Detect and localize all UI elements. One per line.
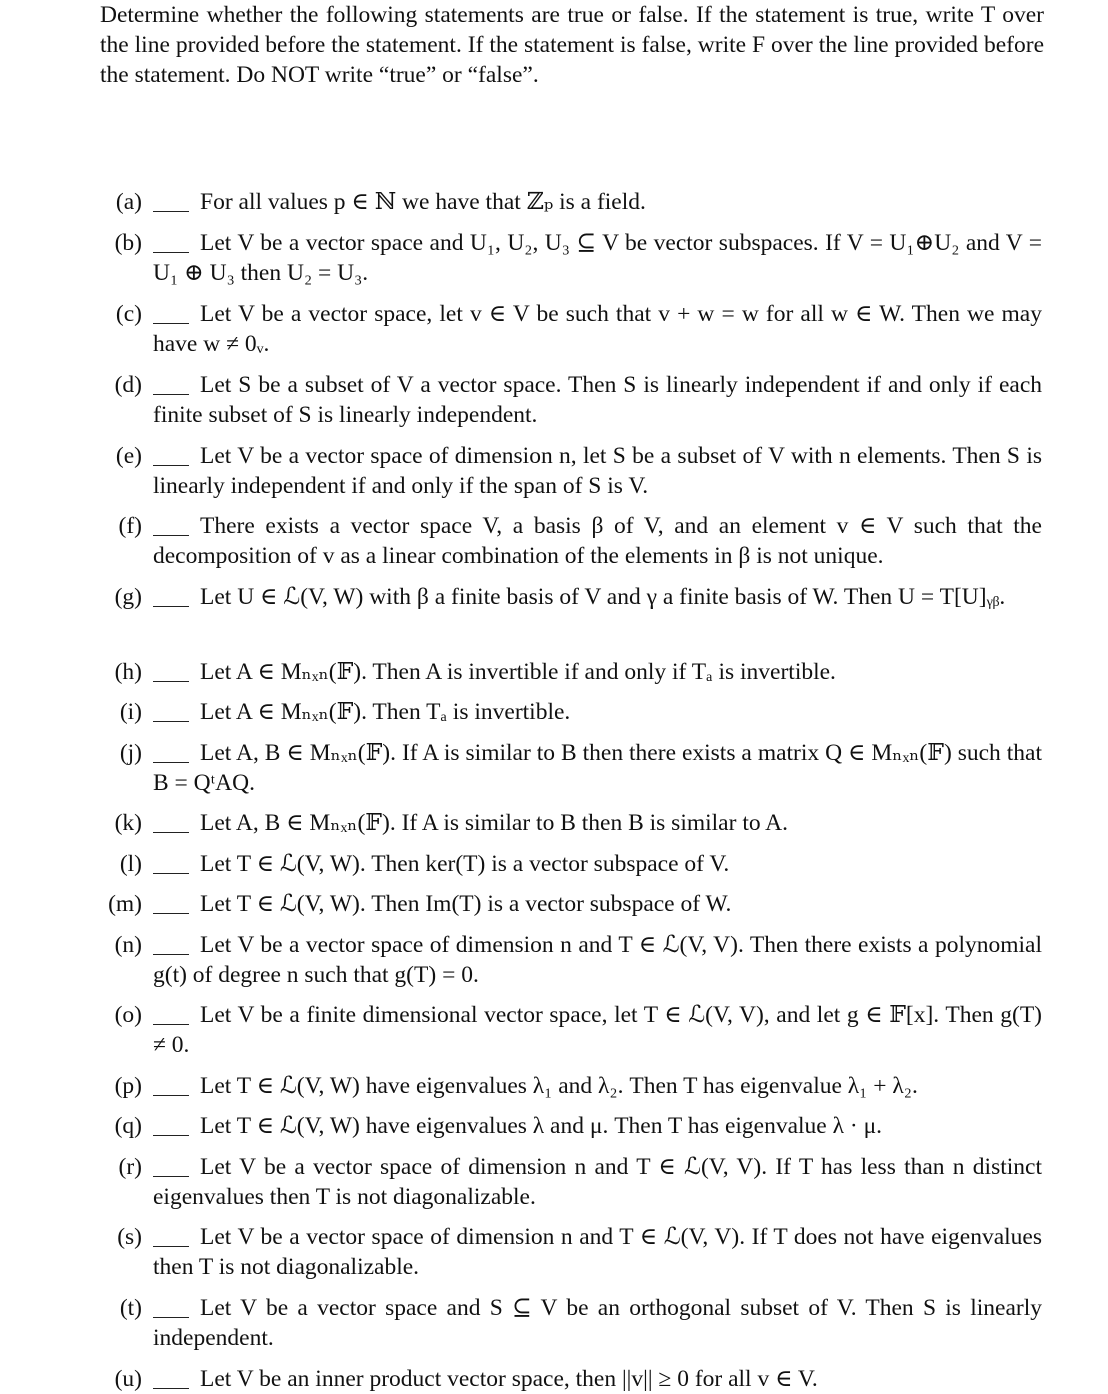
question-label: (t): [119, 1295, 142, 1321]
question-label: (d): [114, 372, 142, 398]
question-statement: Let A ∈ Mₙₓₙ(𝔽). Then A is invertible if and only if Tₐ is invertible.: [200, 659, 836, 685]
question-statement: There exists a vector space V, a basis β of V, and an element v ∈ V such that the decomposition of v as a linear combination of the elements in β is not unique.: [153, 513, 1042, 569]
question-statement: Let V be a vector space of dimension n and T ∈ ℒ(V, V). Then there exists a polynomial g(t) of degree n such that g(T) = 0.: [153, 932, 1042, 988]
question-label: (b): [114, 230, 142, 256]
question-label: (f): [118, 513, 142, 539]
question-statement: Let V be a finite dimensional vector space, let T ∈ ℒ(V, V), and let g ∈ 𝔽[x]. Then g(T) ≠ 0.: [153, 1002, 1042, 1058]
question-statement: Let A, B ∈ Mₙₓₙ(𝔽). If A is similar to B then B is similar to A.: [200, 810, 789, 836]
question-label: (k): [114, 810, 142, 836]
question-label: (h): [114, 659, 142, 685]
question-label: (g): [114, 584, 142, 610]
exam-page: [100, 0, 1044, 1392]
question-statement: Let T ∈ ℒ(V, W) have eigenvalues λ and μ. Then T has eigenvalue λ · μ.: [200, 1113, 883, 1139]
question-label: (i): [119, 699, 142, 725]
question-label: (n): [114, 932, 142, 958]
question-label: (s): [117, 1224, 142, 1250]
instructions: Determine whether the following statements are true or false. If the statement is true, write T over the line provided before the statement. If the statement is false, write F over the line provided before the statement. Do NOT write “true” or “false”.: [100, 2, 1044, 88]
question-label: (j): [119, 740, 142, 766]
question-statement: Let A ∈ Mₙₓₙ(𝔽). Then Tₐ is invertible.: [200, 699, 571, 725]
question-statement: For all values p ∈ ℕ we have that ℤₚ is a field.: [200, 189, 646, 215]
question-label: (a): [115, 189, 142, 215]
question-label: (q): [114, 1113, 142, 1139]
question-statement: Let V be a vector space of dimension n and T ∈ ℒ(V, V). If T does not have eigenvalues then T is not diagonalizable.: [153, 1224, 1042, 1280]
question-statement: Let V be a vector space, let v ∈ V be such that v + w = w for all w ∈ W. Then we may have w ≠ 0ᵥ.: [153, 301, 1042, 357]
question-statement: Let V be a vector space of dimension n and T ∈ ℒ(V, V). If T has less than n distinct eigenvalues then T is not diagonalizable.: [153, 1154, 1042, 1210]
question-label: (p): [114, 1073, 142, 1099]
question-label: (u): [114, 1366, 142, 1392]
question-label: (o): [114, 1002, 142, 1028]
question-statement: Let T ∈ ℒ(V, W) have eigenvalues λ₁ and λ₂. Then T has eigenvalue λ₁ + λ₂.: [200, 1073, 918, 1099]
question-statement: Let U ∈ ℒ(V, W) with β a finite basis of V and γ a finite basis of W. Then U = T[U]ᵧᵦ.: [200, 584, 1006, 610]
question-statement: Let V be a vector space and U₁, U₂, U₃ ⊆ V be vector subspaces. If V = U₁⊕U₂ and V = U₁ ⊕ U₃ then U₂ = U₃.: [153, 230, 1042, 286]
question-label: (e): [115, 443, 142, 469]
question-label: (r): [118, 1154, 142, 1180]
question-label: (l): [119, 851, 142, 877]
question-statement: Let A, B ∈ Mₙₓₙ(𝔽). If A is similar to B then there exists a matrix Q ∈ Mₙₓₙ(𝔽) such that B = QᵗAQ.: [153, 740, 1042, 796]
question-statement: Let S be a subset of V a vector space. Then S is linearly independent if and only if each finite subset of S is linearly independent.: [153, 372, 1042, 428]
question-label: (m): [108, 891, 142, 917]
question-statement: Let V be a vector space of dimension n, let S be a subset of V with n elements. Then S is linearly independent if and only if the span of S is V.: [153, 443, 1042, 499]
question-statement: Let V be a vector space and S ⊆ V be an orthogonal subset of V. Then S is linearly independent.: [153, 1295, 1042, 1351]
question-label: (c): [115, 301, 142, 327]
question-statement: Let T ∈ ℒ(V, W). Then ker(T) is a vector subspace of V.: [200, 851, 730, 877]
question-statement: Let V be an inner product vector space, then ||v|| ≥ 0 for all v ∈ V.: [200, 1366, 818, 1392]
question-statement: Let T ∈ ℒ(V, W). Then Im(T) is a vector subspace of W.: [200, 891, 732, 917]
